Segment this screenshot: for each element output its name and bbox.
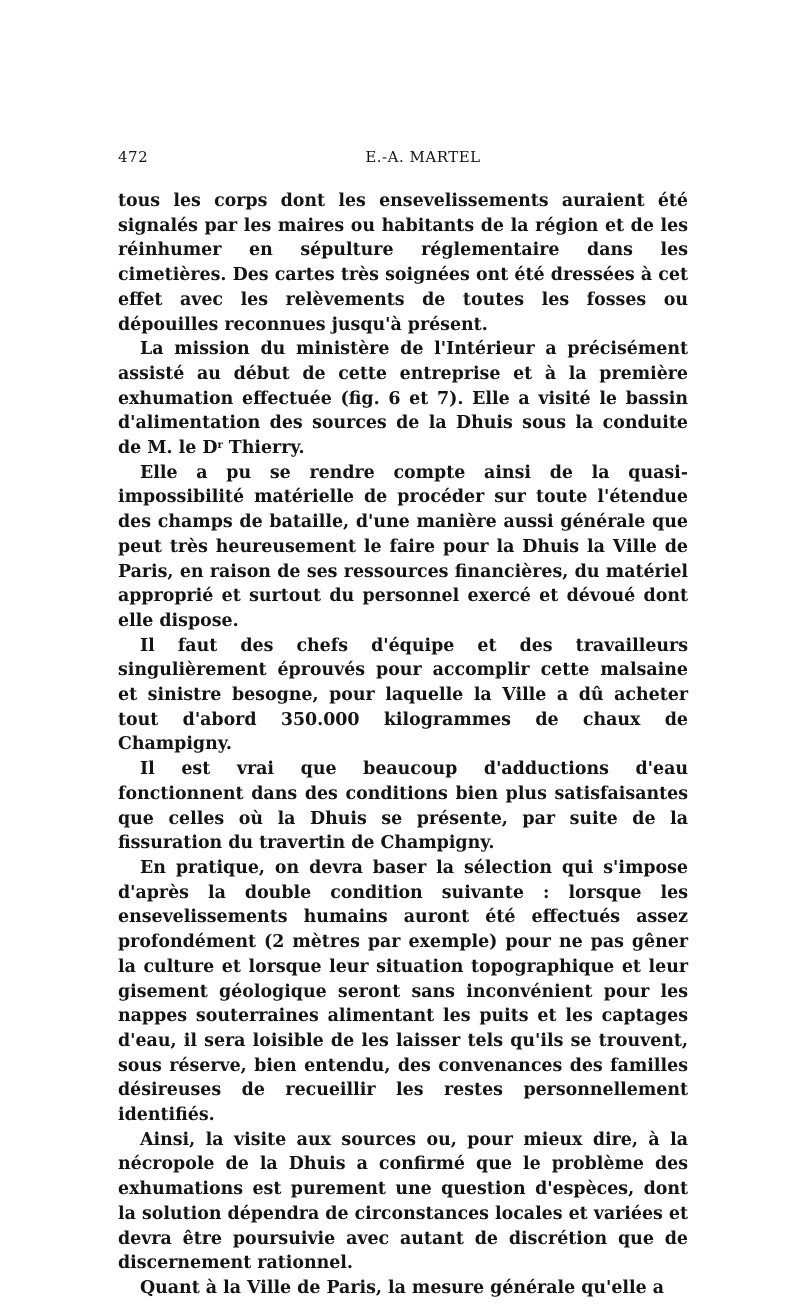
paragraph-2-text: La mission du ministère de l'Intérieur a précisément assisté au début de cette entreprise et à la première exhumation effectuée (fig. 6 et 7). Elle a visité le bassin d'alimentation des sources de la Dhuis sous la conduite de M. le D — [118, 339, 688, 459]
paragraph-2-end: Thierry. — [222, 438, 305, 459]
paragraph-7: Ainsi, la visite aux sources ou, pour mieux dire, à la nécropole de la Dhuis a confirmé que le problème des exhumations est purement une question d'espèces, dont la solution dépendra de circonstances locales et variées et devra être poursuivie avec autant de discrétion que de discernement rationnel. — [118, 1129, 688, 1274]
book-page — [118, 148, 688, 1301]
body-text — [118, 189, 688, 1301]
paragraph-6: En pratique, on devra baser la sélection qui s'impose d'après la double condition suivante : lorsque les ensevelissements humains auront été effectués assez profondément (2 mètres par exemple) pour ne pas gêner la culture et lorsque leur situation topographique et leur gisement géologique seront sans inconvénient pour les nappes souterraines alimentant les puits et les captages d'eau, il sera loisible de les laisser tels qu'ils se trouvent, sous réserve, bien entendu, des convenances des familles désireuses de recueillir les restes personnellement identifiés. — [118, 857, 688, 1126]
superscript-r: r — [217, 440, 223, 452]
paragraph-8: Quant à la Ville de Paris, la mesure générale qu'elle a — [140, 1277, 664, 1298]
running-head: E.-A. MARTEL — [365, 148, 481, 166]
paragraph-3: Elle a pu se rendre compte ainsi de la quasi-impossibilité matérielle de procéder sur toute l'étendue des champs de bataille, d'une manière aussi générale que peut très heureusement le faire pour la Dhuis la Ville de Paris, en raison de ses ressources financières, du matériel approprié et surtout du personnel exercé et dévoué dont elle dispose. — [118, 462, 688, 631]
paragraph-1: tous les corps dont les ensevelissements auraient été signalés par les maires ou habitants de la région et de les réinhumer en sépulture réglementaire dans les cimetières. Des cartes très soignées ont été dressées à cet effet avec les relèvements de toutes les fosses ou dépouilles reconnues jusqu'à présent. — [118, 191, 688, 335]
page-number: 472 — [118, 148, 149, 166]
paragraph-4: Il faut des chefs d'équipe et des travailleurs singulièrement éprouvés pour accomplir cette malsaine et sinistre besogne, pour laquelle la Ville a dû acheter tout d'abord 350.000 kilogrammes de chaux de Champigny. — [118, 635, 688, 755]
paragraph-2 — [118, 337, 688, 461]
paragraph-5: Il est vrai que beaucoup d'adductions d'eau fonctionnent dans des conditions bien plus satisfaisantes que celles où la Dhuis se présente, par suite de la fissuration du travertin de Champigny. — [118, 759, 688, 854]
page-header — [118, 148, 688, 172]
